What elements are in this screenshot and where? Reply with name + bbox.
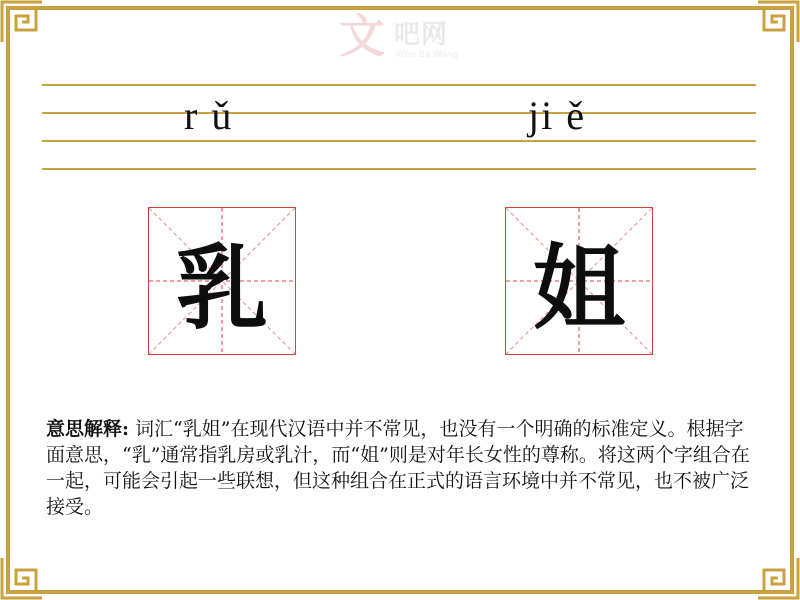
character-jie: 姐: [532, 234, 625, 342]
tianzige-box-jie: [505, 207, 653, 355]
explanation-paragraph: [46, 416, 758, 520]
explanation-title: 意思解释:: [46, 418, 130, 440]
corner-ornament-top-left: [0, 0, 44, 44]
corner-ornament-bottom-right: [756, 556, 800, 600]
watermark-subtitle: Wen Ba Wang: [396, 50, 459, 60]
tianzige-box-ru: [148, 207, 296, 355]
pinyin-line-4: [42, 168, 756, 170]
pinyin-jie: ji ě: [528, 93, 586, 138]
corner-ornament-bottom-left: [0, 556, 44, 600]
watermark-logo: [336, 10, 466, 66]
pinyin-line-2: [42, 112, 756, 114]
explanation-body: 词汇“乳姐”在现代汉语中并不常见，也没有一个明确的标准定义。根据字面意思，“乳”通常指乳房或乳汁，而“姐”则是对年长女性的尊称。将这两个字组合在一起，可能会引起一些联想，但这种组合在正式的语言环境中并不常见，也不被广泛接受。: [46, 418, 750, 518]
watermark-brand: 吧网: [394, 20, 449, 50]
pinyin-line-1: [42, 84, 756, 86]
pinyin-ru: r ǔ: [184, 93, 234, 138]
pinyin-line-3: [42, 140, 756, 142]
corner-ornament-top-right: [756, 0, 800, 44]
character-ru: 乳: [175, 234, 268, 342]
watermark-mark: 文: [339, 9, 385, 63]
